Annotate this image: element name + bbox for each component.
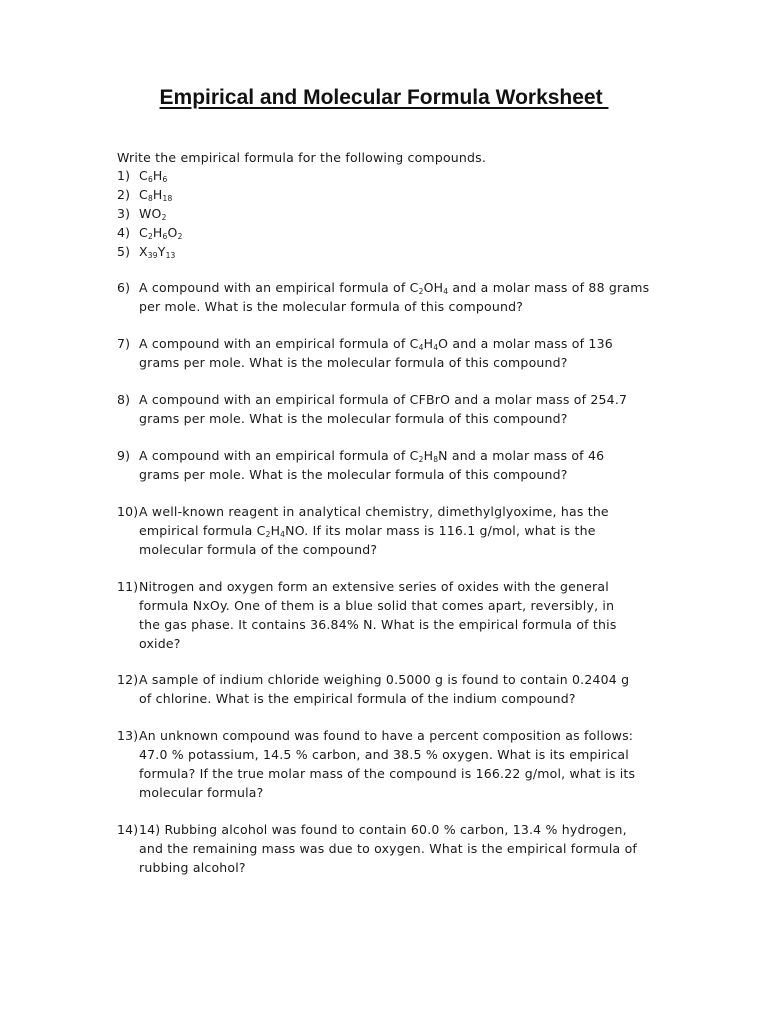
text-segment: formula? If the true molar mass of the compound is 166.22 g/mol, what is its (139, 766, 636, 781)
subscript: 6 (162, 232, 168, 241)
text-segment: molecular formula? (139, 785, 264, 800)
question-item (117, 278, 677, 316)
subscript: 2 (418, 287, 424, 296)
subscript: 2 (418, 455, 424, 464)
question-item (117, 820, 677, 877)
subscript: 18 (162, 194, 173, 203)
formula-item (117, 242, 183, 261)
subscript: 6 (147, 175, 153, 184)
question-text-line (117, 390, 677, 409)
text-segment: rubbing alcohol? (139, 860, 246, 875)
question-text-line (117, 858, 677, 877)
subscript: 39 (147, 251, 158, 260)
text-segment: and a molar mass of 88 grams (448, 280, 650, 295)
text-segment: H (423, 336, 434, 351)
question-item (117, 390, 677, 428)
text-segment: grams per mole. What is the molecular formula of this compound? (139, 411, 568, 426)
question-text-line (117, 726, 677, 745)
instructions-text: Write the empirical formula for the following compounds. (117, 150, 487, 165)
question-text-line (117, 783, 677, 802)
text-segment: 14) Rubbing alcohol was found to contain 60.0 % carbon, 13.4 % hydrogen, (139, 822, 627, 837)
question-item (117, 577, 677, 653)
text-segment: 47.0 % potassium, 14.5 % carbon, and 38.5 % oxygen. What is its empirical (139, 747, 629, 762)
element-symbol: C (139, 225, 148, 240)
subscript: 2 (265, 530, 271, 539)
question-number: 8) (117, 392, 131, 407)
question-number: 13) (117, 728, 139, 743)
question-text-line (117, 764, 677, 783)
question-item (117, 670, 677, 708)
question-text-line (117, 670, 677, 689)
text-segment: A sample of indium chloride weighing 0.5000 g is found to contain 0.2404 g (139, 672, 630, 687)
question-text-line (117, 689, 677, 708)
question-text-line (117, 596, 677, 615)
formula-item (117, 204, 183, 223)
question-text-line (117, 334, 677, 353)
text-segment: OH (423, 280, 444, 295)
question-number: 6) (117, 280, 131, 295)
question-text-line (117, 634, 677, 653)
item-number: 4) (117, 225, 131, 240)
element-symbol: C (139, 168, 148, 183)
element-symbol: O (167, 225, 178, 240)
subscript: 8 (433, 455, 439, 464)
element-symbol: WO (139, 206, 162, 221)
question-number: 7) (117, 336, 131, 351)
question-text-line (117, 745, 677, 764)
question-number: 14) (117, 822, 139, 837)
text-segment: oxide? (139, 636, 181, 651)
text-segment: A compound with an empirical formula of C (139, 448, 419, 463)
question-text-line (117, 820, 677, 839)
question-text-line (117, 446, 677, 465)
question-number: 10) (117, 504, 139, 519)
question-text-line (117, 409, 677, 428)
formula-item (117, 223, 183, 242)
text-segment: grams per mole. What is the molecular formula of this compound? (139, 467, 568, 482)
question-number: 9) (117, 448, 131, 463)
element-symbol: C (139, 187, 148, 202)
formula-item (117, 166, 183, 185)
element-symbol: X (139, 244, 148, 259)
subscript: 2 (177, 232, 183, 241)
formula-item (117, 185, 183, 204)
subscript: 4 (443, 287, 449, 296)
subscript: 2 (147, 232, 153, 241)
text-segment: of chlorine. What is the empirical formula of the indium compound? (139, 691, 576, 706)
item-number: 1) (117, 168, 131, 183)
text-segment: grams per mole. What is the molecular formula of this compound? (139, 355, 568, 370)
text-segment: Nitrogen and oxygen form an extensive series of oxides with the general (139, 579, 609, 594)
text-segment: H (423, 448, 434, 463)
text-segment: the gas phase. It contains 36.84% N. What is the empirical formula of this (139, 617, 617, 632)
question-item (117, 502, 677, 559)
item-number: 2) (117, 187, 131, 202)
question-text-line (117, 353, 677, 372)
question-text-line (117, 521, 677, 540)
text-segment: N and a molar mass of 46 (438, 448, 605, 463)
subscript: 4 (280, 530, 286, 539)
question-item (117, 726, 677, 802)
element-symbol: H (152, 225, 163, 240)
question-number: 12) (117, 672, 139, 687)
question-item (117, 334, 677, 372)
subscript: 6 (162, 175, 168, 184)
text-segment: per mole. What is the molecular formula of this compound? (139, 299, 524, 314)
question-text-line (117, 297, 677, 316)
subscript: 4 (418, 343, 424, 352)
text-segment: A well-known reagent in analytical chemistry, dimethylglyoxime, has the (139, 504, 609, 519)
text-segment: NO. If its molar mass is 116.1 g/mol, what is the (285, 523, 596, 538)
text-segment: A compound with an empirical formula of C (139, 280, 419, 295)
question-number: 11) (117, 579, 139, 594)
question-text-line (117, 615, 677, 634)
text-segment: and the remaining mass was due to oxygen. What is the empirical formula of (139, 841, 638, 856)
element-symbol: H (152, 168, 163, 183)
text-segment: H (270, 523, 281, 538)
text-segment: O and a molar mass of 136 (438, 336, 613, 351)
item-number: 5) (117, 244, 131, 259)
element-symbol: H (152, 187, 163, 202)
question-item (117, 446, 677, 484)
item-number: 3) (117, 206, 131, 221)
text-segment: formula NxOy. One of them is a blue solid that comes apart, reversibly, in (139, 598, 615, 613)
text-segment: molecular formula of the compound? (139, 542, 378, 557)
text-segment: A compound with an empirical formula of CFBrO and a molar mass of 254.7 (139, 392, 628, 407)
subscript: 2 (161, 213, 167, 222)
element-symbol: Y (157, 244, 166, 259)
text-segment: A compound with an empirical formula of C (139, 336, 419, 351)
question-text-line (117, 278, 677, 297)
question-text-line (117, 839, 677, 858)
subscript: 4 (433, 343, 439, 352)
worksheet-title: Empirical and Molecular Formula Worksheet (159, 86, 609, 109)
question-text-line (117, 577, 677, 596)
formula-list (117, 166, 183, 261)
question-text-line (117, 502, 677, 521)
question-text-line (117, 540, 677, 559)
text-segment: An unknown compound was found to have a percent composition as follows: (139, 728, 634, 743)
subscript: 8 (147, 194, 153, 203)
text-segment: empirical formula C (139, 523, 266, 538)
subscript: 13 (165, 251, 176, 260)
question-text-line (117, 465, 677, 484)
